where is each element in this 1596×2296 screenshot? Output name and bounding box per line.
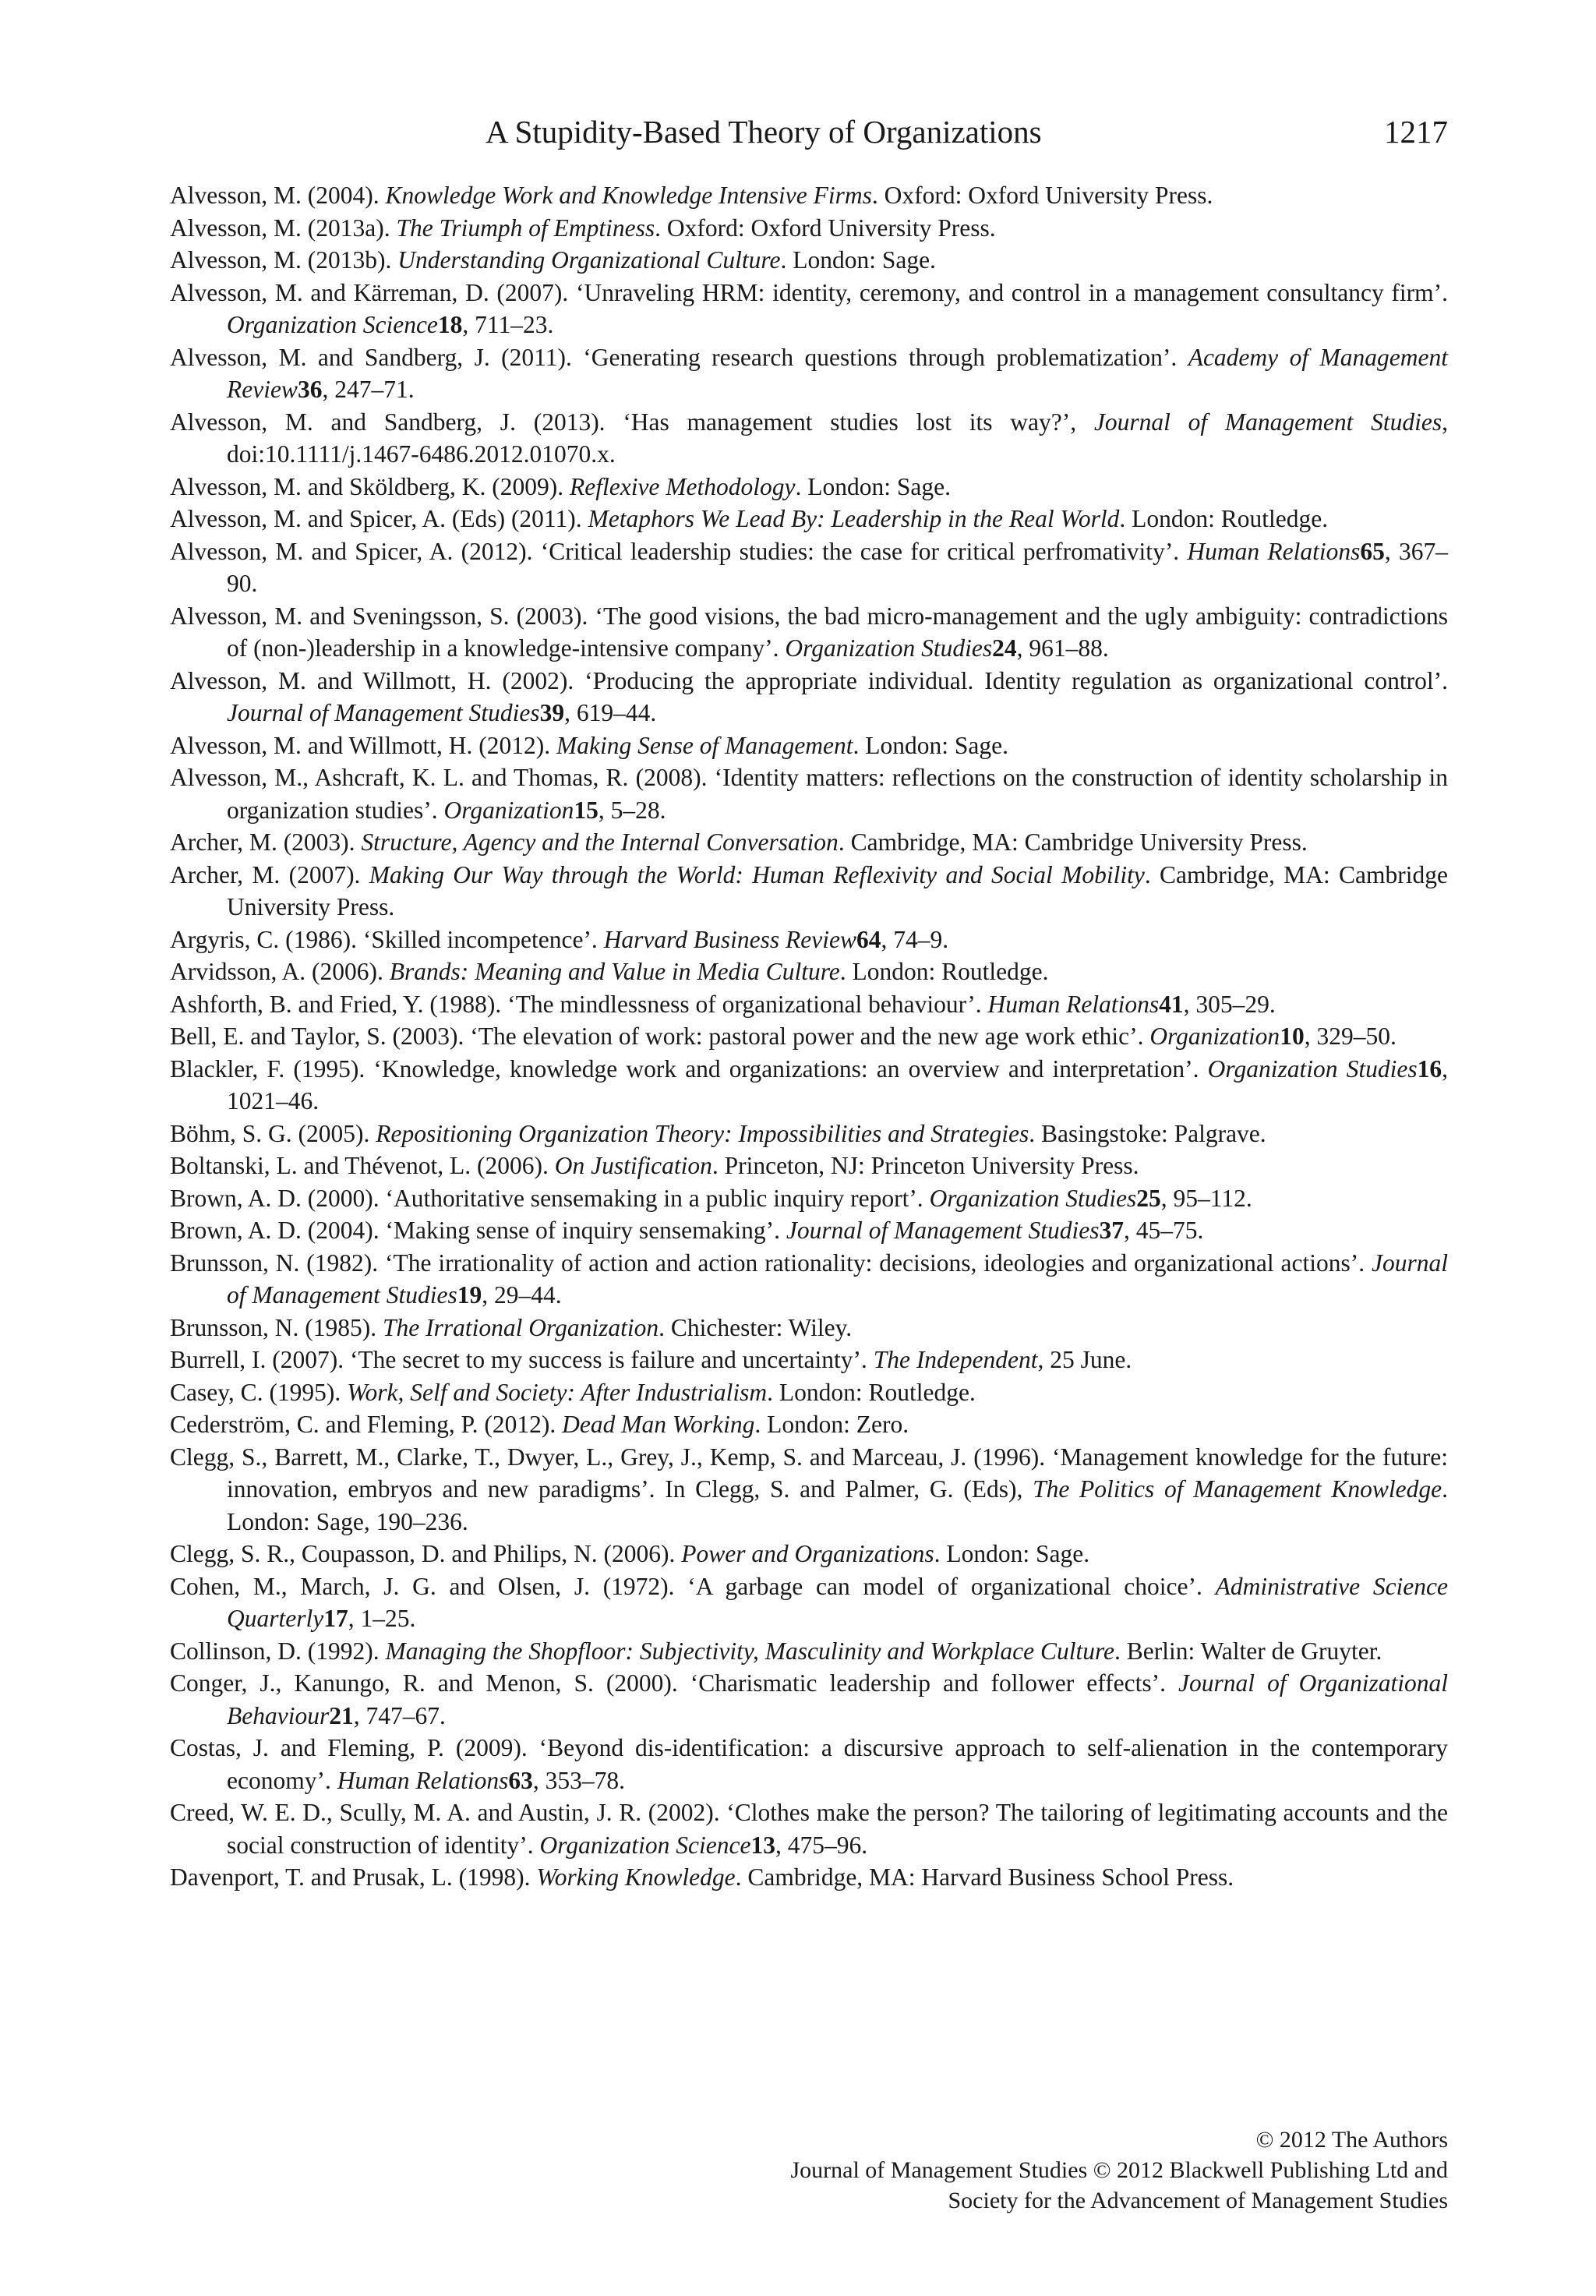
reference-text: Clegg, S., Barrett, M., Clarke, T., Dwyer, L., Grey, J., Kemp, S. and Marceau, J. (1996). ‘Management knowledge for the future: innovation, embryos and new paradigms’. In Clegg, S. and Palmer, G. (Eds), <box>170 1443 1448 1503</box>
reference-text: Alvesson, M. and Sandberg, J. (2013). ‘Has management studies lost its way?’, <box>170 408 1094 436</box>
reference-publication: Dead Man Working <box>562 1411 755 1438</box>
reference-text: , 1021–46. <box>227 1054 1448 1114</box>
reference-text: Alvesson, M. and Spicer, A. (Eds) (2011). <box>170 505 588 532</box>
reference-text: , 74–9. <box>881 925 949 953</box>
reference-text: Cohen, M., March, J. G. and Olsen, J. (1972). ‘A garbage can model of organizational choice’. <box>170 1572 1216 1600</box>
reference-text: Böhm, S. G. (2005). <box>170 1119 376 1147</box>
reference-text: Alvesson, M. and Willmott, H. (2012). <box>170 731 557 759</box>
reference-text: Creed, W. E. D., Scully, M. A. and Austin, J. R. (2002). ‘Clothes make the person? The tailoring of legitimating accounts and the social construction of identity’. <box>170 1799 1448 1859</box>
reference-volume: 10 <box>1280 1023 1305 1050</box>
reference-text: , 961–88. <box>1016 634 1109 662</box>
reference-text: Alvesson, M., Ashcraft, K. L. and Thomas, R. (2008). ‘Identity matters: reflections on the construction of identity scholarship in organization studies’. <box>170 764 1448 824</box>
reference-text: Brown, A. D. (2004). ‘Making sense of inquiry sensemaking’. <box>170 1217 786 1244</box>
reference-volume: 16 <box>1417 1054 1442 1083</box>
reference-text: Brunsson, N. (1985). <box>170 1313 383 1341</box>
reference-text: Alvesson, M. and Sandberg, J. (2011). ‘Generating research questions through problematization’. <box>170 343 1188 371</box>
reference-text: , 25 June. <box>1037 1346 1132 1373</box>
reference-text: Collinson, D. (1992). <box>170 1637 386 1665</box>
reference-volume: 39 <box>539 699 565 726</box>
reference-publication: The Irrational Organization <box>383 1313 659 1341</box>
reference-entry <box>170 1732 1448 1796</box>
reference-volume: 19 <box>457 1281 482 1309</box>
reference-entry <box>170 471 1448 503</box>
reference-volume: 21 <box>329 1701 354 1729</box>
reference-publication: Metaphors We Lead By: Leadership in the Real World <box>588 505 1120 532</box>
reference-entry <box>170 1861 1448 1894</box>
reference-text: Alvesson, M. (2013b). <box>170 246 398 274</box>
reference-publication: Organization Studies <box>929 1184 1137 1212</box>
reference-publication: Knowledge Work and Knowledge Intensive Firms <box>385 182 872 209</box>
reference-entry <box>170 1667 1448 1732</box>
reference-text: Davenport, T. and Prusak, L. (1998). <box>170 1863 537 1891</box>
reference-publication: Administrative Science Quarterly <box>227 1572 1448 1632</box>
reference-entry <box>170 761 1448 826</box>
reference-entry <box>170 1247 1448 1312</box>
reference-publication: Human Relations <box>987 990 1160 1018</box>
reference-text: , 1–25. <box>348 1605 416 1632</box>
reference-entry <box>170 1408 1448 1441</box>
reference-publication: Journal of Management Studies <box>227 1249 1448 1309</box>
reference-text: , 367–90. <box>227 537 1448 597</box>
reference-entry <box>170 988 1448 1021</box>
reference-volume: 18 <box>437 311 463 338</box>
reference-text: Casey, C. (1995). <box>170 1378 348 1406</box>
reference-entry <box>170 1376 1448 1409</box>
reference-entry <box>170 665 1448 729</box>
reference-publication: Organization <box>1149 1023 1280 1050</box>
reference-text: Blackler, F. (1995). ‘Knowledge, knowledge work and organizations: an overview and interpretation’. <box>170 1054 1208 1083</box>
reference-volume: 65 <box>1360 537 1385 565</box>
footer-line: Journal of Management Studies © 2012 Blackwell Publishing Ltd and <box>790 2157 1448 2183</box>
reference-entry <box>170 212 1448 245</box>
reference-entry <box>170 1182 1448 1215</box>
reference-text: . London: Sage. <box>934 1540 1090 1567</box>
reference-entry <box>170 1344 1448 1376</box>
reference-text: . Cambridge, MA: Cambridge University Press. <box>227 860 1448 920</box>
reference-publication: Human Relations <box>1187 537 1361 565</box>
reference-publication: Organization Studies <box>785 634 993 662</box>
reference-text: . London: Routledge. <box>1119 505 1329 532</box>
reference-publication: Organization Science <box>227 311 438 338</box>
reference-volume: 15 <box>574 796 598 824</box>
footer-line: © 2012 The Authors <box>1255 2127 1448 2153</box>
reference-volume: 36 <box>297 376 323 403</box>
reference-text: Ashforth, B. and Fried, Y. (1988). ‘The mindlessness of organizational behaviour’. <box>170 990 988 1018</box>
reference-publication: Organization <box>443 796 574 824</box>
reference-text: . London: Sage, 190–236. <box>227 1475 1448 1535</box>
reference-publication: The Politics of Management Knowledge <box>1033 1475 1442 1503</box>
running-head <box>170 112 1448 151</box>
reference-publication: Journal of Management Studies <box>786 1217 1100 1244</box>
reference-entry <box>170 826 1448 859</box>
reference-publication: Working Knowledge <box>536 1863 736 1891</box>
reference-text: . London: Sage. <box>795 472 951 500</box>
reference-text: , 353–78. <box>532 1766 625 1794</box>
reference-publication: On Justification <box>554 1152 712 1179</box>
reference-text: Alvesson, M. and Willmott, H. (2002). ‘Producing the appropriate individual. Identity regulation as organizational control’. <box>170 666 1448 694</box>
reference-publication: Organization Science <box>539 1831 751 1859</box>
reference-entry <box>170 1053 1448 1118</box>
reference-publication: Academy of Management Review <box>227 343 1448 403</box>
reference-publication: Reflexive Methodology <box>570 472 796 500</box>
reference-text: Conger, J., Kanungo, R. and Menon, S. (2000). ‘Charismatic leadership and follower effects’. <box>170 1669 1179 1697</box>
reference-publication: The Triumph of Emptiness <box>396 214 655 242</box>
reference-volume: 17 <box>323 1605 348 1632</box>
reference-entry <box>170 1150 1448 1182</box>
reference-entry <box>170 1635 1448 1668</box>
reference-text: . London: Routledge. <box>839 958 1049 985</box>
reference-text: Brown, A. D. (2000). ‘Authoritative sensemaking in a public inquiry report’. <box>170 1184 930 1212</box>
reference-text: , 305–29. <box>1183 990 1276 1018</box>
reference-list <box>170 179 1448 1894</box>
reference-volume: 64 <box>856 925 881 953</box>
reference-text: Archer, M. (2007). <box>170 860 369 888</box>
reference-text: Archer, M. (2003). <box>170 828 362 856</box>
reference-text: , 29–44. <box>482 1281 562 1309</box>
reference-publication: Organization Studies <box>1207 1054 1418 1083</box>
reference-text: , 747–67. <box>353 1701 446 1729</box>
reference-text: . Basingstoke: Palgrave. <box>1029 1119 1266 1147</box>
reference-text: , 711–23. <box>462 311 554 338</box>
reference-text: , 247–71. <box>322 376 415 403</box>
reference-text: Brunsson, N. (1982). ‘The irrationality of action and action rationality: decisions, ideologies and organizational actions’. <box>170 1249 1372 1277</box>
reference-text: Alvesson, M. and Spicer, A. (2012). ‘Critical leadership studies: the case for critical perfromativity’. <box>170 537 1188 565</box>
reference-text: Cederström, C. and Fleming, P. (2012). <box>170 1411 563 1438</box>
reference-text: , 45–75. <box>1123 1217 1204 1244</box>
reference-entry <box>170 244 1448 277</box>
reference-text: , 619–44. <box>564 699 657 726</box>
reference-entry <box>170 1020 1448 1053</box>
reference-text: . London: Zero. <box>754 1411 909 1438</box>
reference-text: , 329–50. <box>1304 1023 1396 1050</box>
reference-entry <box>170 341 1448 406</box>
reference-entry <box>170 1441 1448 1538</box>
page-number: 1217 <box>1384 114 1448 150</box>
reference-publication: Work, Self and Society: After Industrialism <box>347 1378 768 1406</box>
reference-publication: The Independent <box>873 1346 1038 1373</box>
reference-entry <box>170 503 1448 535</box>
reference-entry <box>170 924 1448 956</box>
reference-text: , 95–112. <box>1160 1184 1252 1212</box>
reference-text: . London: Sage. <box>780 246 936 274</box>
reference-text: , doi:10.1111/j.1467-6486.2012.01070.x. <box>227 408 1448 468</box>
reference-publication: Power and Organizations <box>681 1540 934 1567</box>
reference-volume: 63 <box>508 1766 533 1794</box>
reference-publication: Journal of Management Studies <box>227 699 540 726</box>
reference-text: Argyris, C. (1986). ‘Skilled incompetence’. <box>170 925 604 953</box>
reference-publication: Managing the Shopfloor: Subjectivity, Masculinity and Workplace Culture <box>385 1637 1115 1665</box>
reference-text: . Cambridge, MA: Harvard Business School Press. <box>735 1863 1234 1891</box>
reference-entry <box>170 955 1448 988</box>
reference-volume: 24 <box>992 634 1017 662</box>
reference-publication: Harvard Business Review <box>603 925 856 953</box>
reference-volume: 13 <box>750 1831 775 1859</box>
reference-entry <box>170 277 1448 341</box>
reference-text: Arvidsson, A. (2006). <box>170 958 390 985</box>
reference-publication: Brands: Meaning and Value in Media Culture <box>389 958 840 985</box>
reference-text: Alvesson, M. and Sköldberg, K. (2009). <box>170 472 570 500</box>
reference-entry <box>170 1312 1448 1344</box>
reference-text: Boltanski, L. and Thévenot, L. (2006). <box>170 1152 555 1179</box>
reference-text: Alvesson, M. and Sveningsson, S. (2003). ‘The good visions, the bad micro-management and the ugly ambiguity: contradictions of (non-)leadership in a knowledge-intensive company’. <box>170 602 1448 662</box>
reference-text: , 475–96. <box>775 1831 868 1859</box>
reference-entry <box>170 406 1448 471</box>
reference-text: Burrell, I. (2007). ‘The secret to my success is failure and uncertainty’. <box>170 1346 874 1373</box>
reference-text: Costas, J. and Fleming, P. (2009). ‘Beyond dis-identification: a discursive approach to self-alienation in the contemporary economy’. <box>170 1734 1448 1794</box>
reference-text: . London: Routledge. <box>767 1378 976 1406</box>
reference-text: Bell, E. and Taylor, S. (2003). ‘The elevation of work: pastoral power and the new age work ethic’. <box>170 1023 1150 1050</box>
reference-text: . Chichester: Wiley. <box>659 1313 853 1341</box>
reference-publication: Structure, Agency and the Internal Conversation <box>361 828 839 856</box>
reference-publication: Human Relations <box>337 1766 509 1794</box>
reference-publication: Journal of Organizational Behaviour <box>227 1669 1448 1729</box>
reference-text: Alvesson, M. (2004). <box>170 182 386 209</box>
reference-text: . London: Sage. <box>853 731 1009 759</box>
reference-text: Alvesson, M. and Kärreman, D. (2007). ‘Unraveling HRM: identity, ceremony, and control in a management consultancy firm’. <box>170 278 1448 306</box>
reference-publication: Making Our Way through the World: Human Reflexivity and Social Mobility <box>369 860 1145 888</box>
page-title: A Stupidity-Based Theory of Organizations <box>486 114 1042 150</box>
reference-entry <box>170 1214 1448 1247</box>
reference-text: . Princeton, NJ: Princeton University Press. <box>711 1152 1139 1179</box>
reference-text: . Oxford: Oxford University Press. <box>871 182 1213 209</box>
reference-text: . Cambridge, MA: Cambridge University Press. <box>838 828 1308 856</box>
reference-entry <box>170 859 1448 924</box>
reference-publication: Journal of Management Studies <box>1093 408 1442 436</box>
reference-entry <box>170 1796 1448 1861</box>
reference-publication: Making Sense of Management <box>556 731 853 759</box>
reference-text: , 5–28. <box>598 796 666 824</box>
reference-entry <box>170 600 1448 665</box>
reference-entry <box>170 179 1448 212</box>
footer-line: Society for the Advancement of Management Studies <box>948 2188 1448 2213</box>
reference-publication: Understanding Organizational Culture <box>397 246 781 274</box>
reference-entry <box>170 1118 1448 1150</box>
reference-entry <box>170 1538 1448 1570</box>
reference-text: Clegg, S. R., Coupasson, D. and Philips, N. (2006). <box>170 1540 682 1567</box>
reference-text: . Oxford: Oxford University Press. <box>655 214 996 242</box>
reference-volume: 37 <box>1099 1217 1124 1244</box>
reference-volume: 41 <box>1159 990 1184 1018</box>
reference-entry <box>170 535 1448 600</box>
copyright-footer <box>637 2125 1448 2216</box>
reference-volume: 25 <box>1136 1184 1161 1212</box>
reference-publication: Repositioning Organization Theory: Impossibilities and Strategies <box>376 1119 1029 1147</box>
reference-text: . Berlin: Walter de Gruyter. <box>1114 1637 1382 1665</box>
reference-text: Alvesson, M. (2013a). <box>170 214 397 242</box>
reference-entry <box>170 729 1448 762</box>
reference-entry <box>170 1570 1448 1635</box>
